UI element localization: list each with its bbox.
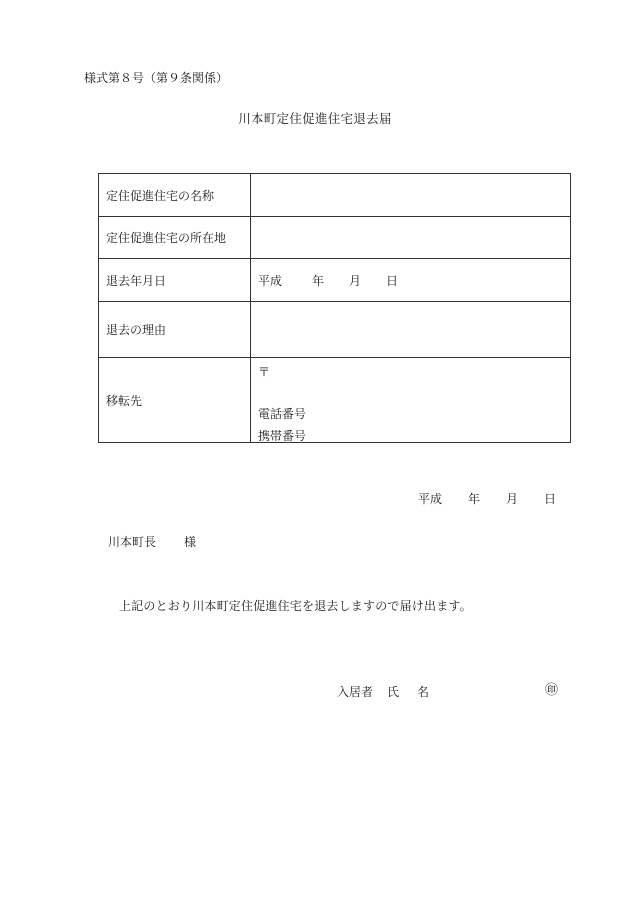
form-number: 様式第８号（第９条関係） xyxy=(84,71,229,85)
reason-label: 退去の理由 xyxy=(99,302,251,358)
phone-label: 電話番号 xyxy=(258,407,307,421)
signature-line xyxy=(337,686,429,698)
moveout-date-month: 月 xyxy=(349,273,362,288)
resident-label: 入居者 xyxy=(337,685,374,699)
addressee xyxy=(108,536,196,548)
table-row-relocation xyxy=(99,358,571,443)
mobile-label: 携帯番号 xyxy=(258,429,307,443)
relocation-field[interactable] xyxy=(251,358,571,443)
moveout-date-day: 日 xyxy=(386,273,399,288)
submission-date-month: 月 xyxy=(506,492,519,506)
addressee-honorific: 様 xyxy=(184,535,197,549)
submission-date-year: 年 xyxy=(468,492,481,506)
housing-name-field[interactable] xyxy=(251,174,571,217)
postal-mark: 〒 xyxy=(258,365,271,379)
reason-field[interactable] xyxy=(251,302,571,358)
seal-mark-icon: ㊞ xyxy=(545,683,559,698)
relocation-label: 移転先 xyxy=(99,358,251,443)
submission-date xyxy=(418,493,556,505)
submission-date-era: 平成 xyxy=(418,492,443,506)
moveout-date-label: 退去年月日 xyxy=(99,259,251,302)
statement-text: 上記のとおり川本町定住促進住宅を退去しますので届け出ます。 xyxy=(119,599,472,613)
housing-address-field[interactable] xyxy=(251,217,571,259)
table-row-moveout-date xyxy=(99,259,571,302)
submission-date-day: 日 xyxy=(544,492,557,506)
name-label-first: 氏 xyxy=(387,685,400,699)
moveout-form-table xyxy=(98,173,571,443)
housing-address-label: 定住促進住宅の所在地 xyxy=(99,217,251,259)
moveout-date-era: 平成 xyxy=(258,273,283,288)
moveout-date-field[interactable] xyxy=(251,259,571,302)
table-row-housing-address xyxy=(99,217,571,259)
table-row-housing-name xyxy=(99,174,571,217)
moveout-date-year: 年 xyxy=(312,273,325,288)
name-label-second: 名 xyxy=(417,685,430,699)
document-title: 川本町定住促進住宅退去届 xyxy=(238,111,392,126)
housing-name-label: 定住促進住宅の名称 xyxy=(99,174,251,217)
table-row-reason xyxy=(99,302,571,358)
addressee-name: 川本町長 xyxy=(108,535,157,549)
